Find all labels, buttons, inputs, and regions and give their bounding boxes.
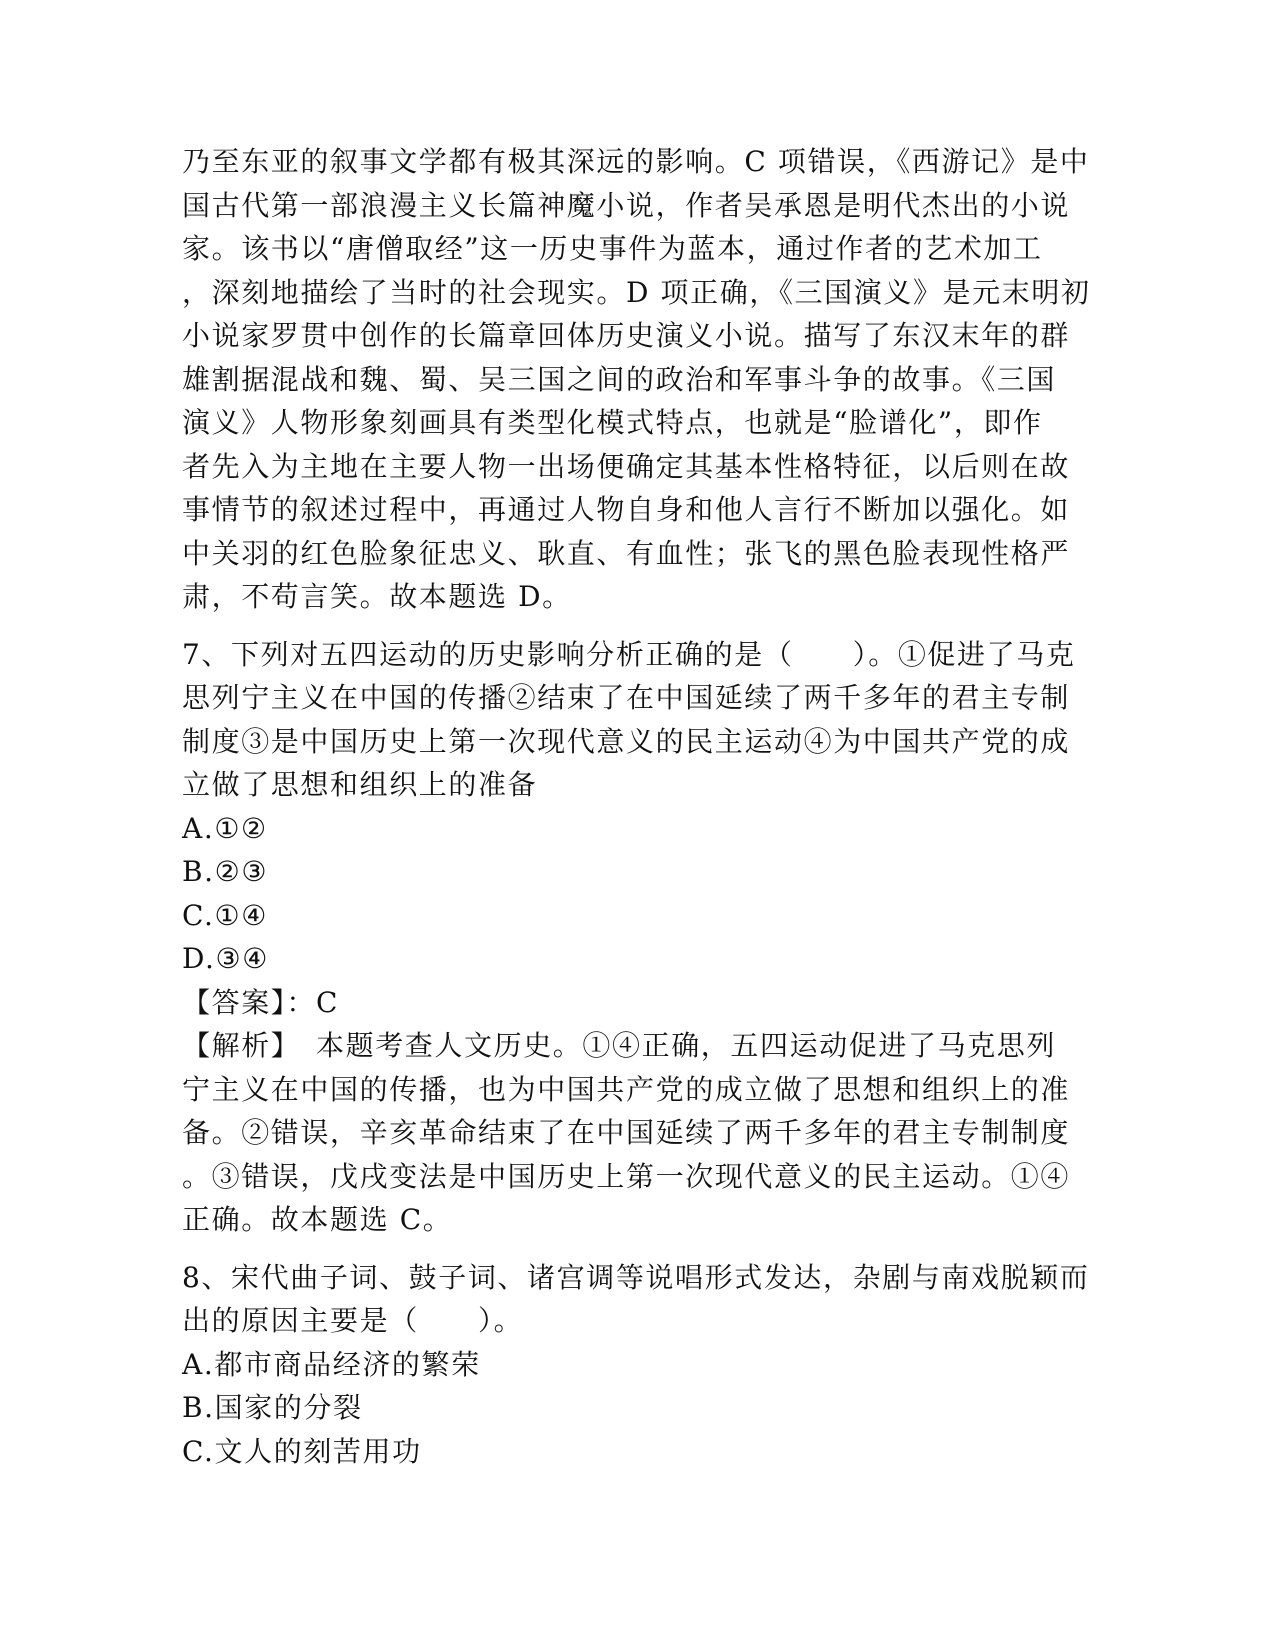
text-line: 者先入为主地在主要人物一出场便确定其基本性格特征，以后则在故 [182,449,1071,483]
text-line: 事情节的叙述过程中，再通过人物自身和他人言行不断加以强化。如 [182,493,1071,526]
text-line: 家。该书以“唐僧取经”这一历史事件为蓝本，通过作者的艺术加工 [182,232,1043,265]
text-line: ，深刻地描绘了当时的社会现实。D 项正确，《三国演义》是元末明初 [182,275,1091,309]
question-7 [182,633,1082,1242]
text-line: 国古代第一部浪漫主义长篇神魔小说，作者吴承恩是明代杰出的小说 [182,188,1071,222]
text-line: 演义》人物形象刻画具有类型化模式特点，也就是“脸谱化”，即作 [182,406,1043,439]
answer-line: 【答案】：C [182,985,340,1019]
option-a: A.①② [182,811,268,845]
question-stem-line: 制度③是中国历史上第一次现代意义的民主运动④为中国共产党的成 [182,724,1071,758]
text-line: 雄割据混战和魏、蜀、吴三国之间的政治和军事斗争的故事。《三国 [182,362,1057,396]
text-line: 乃至东亚的叙事文学都有极其深远的影响。C 项错误，《西游记》是中 [182,145,1090,178]
text-line: 小说家罗贯中创作的长篇章回体历史演义小说。描写了东汉末年的群 [182,319,1071,352]
analysis-line: 。③错误，戊戌变法是中国历史上第一次现代意义的民主运动。①④ [182,1159,1071,1193]
analysis-line: 正确。故本题选 C。 [182,1203,453,1236]
analysis-line: 宁主义在中国的传播，也为中国共产党的成立做了思想和组织上的准 [182,1072,1071,1106]
option-c: C.文人的刻苦用功 [182,1434,422,1468]
option-b: B.②③ [182,855,269,888]
question-stem-line: 思列宁主义在中国的传播②结束了在中国延续了两千多年的君主专制 [182,681,1071,714]
spacer [182,619,1082,633]
option-c: C.①④ [182,898,268,932]
q6-analysis-continuation [182,140,1091,619]
analysis-line: 备。②错误，辛亥革命结束了在中国延续了两千多年的君主专制制度 [182,1116,1071,1149]
question-stem-line: 8、宋代曲子词、鼓子词、诸宫调等说唱形式发达，杂剧与南戏脱颖而 [182,1260,1090,1294]
option-b: B.国家的分裂 [182,1391,363,1424]
text-line: 肃，不苟言笑。故本题选 D。 [182,580,572,613]
spacer [182,1242,1082,1256]
option-a: A.都市商品经济的繁荣 [182,1347,481,1381]
question-8 [182,1256,1090,1474]
question-stem-line: 出的原因主要是（ ）。 [182,1304,524,1337]
question-stem-line: 7、下列对五四运动的历史影响分析正确的是（ ）。①促进了马克 [182,637,1076,671]
document-page [182,140,1091,1473]
question-stem-line: 立做了思想和组织上的准备 [182,768,538,801]
analysis-line: 【解析】 本题考查人文历史。①④正确，五四运动促进了马克思列 [182,1029,1057,1062]
option-d: D.③④ [182,942,269,975]
text-line: 中关羽的红色脸象征忠义、耿直、有血性；张飞的黑色脸表现性格严 [182,536,1071,570]
